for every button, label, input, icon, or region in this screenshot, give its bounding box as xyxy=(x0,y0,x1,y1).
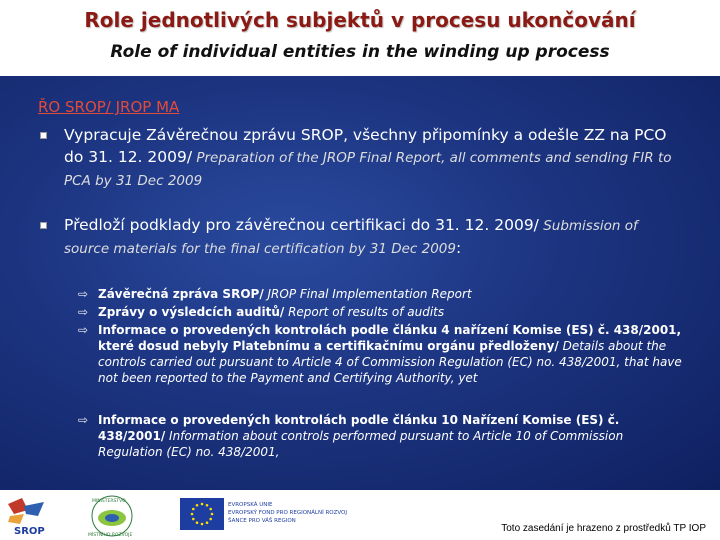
hollow-arrow-icon: ⇨ xyxy=(78,305,89,319)
title-czech: Role jednotlivých subjektů v procesu ukončování xyxy=(84,8,636,32)
ministry-logo-icon xyxy=(62,494,162,538)
bullet-1-text-en: Preparation of the JROP Final Report, all comments and sending FIR to PCA by 31 Dec 2009 xyxy=(64,150,672,189)
content-panel xyxy=(0,76,720,490)
bullet-2-text-cs: Předloží podklady pro závěrečnou certifikaci do 31. 12. 2009/ xyxy=(64,216,539,234)
hollow-arrow-icon: ⇨ xyxy=(78,323,89,337)
bullet-2-text xyxy=(64,214,674,260)
sub-item-3-bold: Informace o provedených kontrolách podle článku 4 nařízení Komise (ES) č. 438/2001, které dosud nebyly Platebnímu a certifikačnímu orgánu předloženy/ xyxy=(98,323,682,353)
sub-item-3 xyxy=(78,322,698,406)
sub-item-3-italic: Details about the controls carried out pursuant to Article 4 of Commission Regulation (EC) no. 438/2001, that have not been reported to the Payment and Certifying Authority, yet xyxy=(98,339,682,385)
ministry-logo-text-top: MINISTERSTVO xyxy=(92,499,126,504)
eu-logo xyxy=(180,498,375,532)
sub-item-1-bold: Závěrečná zpráva SROP/ xyxy=(98,287,264,301)
sub-item-1-italic: JROP Final Implementation Report xyxy=(263,287,472,301)
eu-text xyxy=(228,501,378,525)
sub-item-1 xyxy=(78,286,698,302)
hollow-arrow-icon: ⇨ xyxy=(78,413,89,427)
square-bullet-icon xyxy=(40,222,47,229)
sub-item-2-italic: Report of results of audits xyxy=(284,305,445,319)
header xyxy=(0,0,720,74)
sub-item-4-italic: Information about controls performed pursuant to Article 10 of Commission Regulation (EC) no. 438/2001, xyxy=(98,429,624,459)
bullet-2-text-tail: : xyxy=(455,239,462,257)
ministry-logo-text-bottom: MÍSTNÍHO ROZVOJE xyxy=(88,533,133,538)
srop-logo-text: SROP xyxy=(14,526,45,536)
footer-note: Toto zasedání je hrazeno z prostředků TP IOP xyxy=(501,523,706,534)
footer xyxy=(0,490,720,540)
section-heading: ŘO SROP/ JROP MA xyxy=(38,98,180,116)
sub-item-2 xyxy=(78,304,698,320)
srop-logo-icon xyxy=(4,496,60,536)
eu-text-line-1: EVROPSKÁ UNIE xyxy=(228,502,273,508)
eu-text-line-2: EVROPSKÝ FOND PRO REGIONÁLNÍ ROZVOJ xyxy=(228,510,347,516)
bullet-1-text-cs: Vypracuje Závěrečnou zprávu SROP, všechny připomínky a odešle ZZ na PCO do 31. 12. 2009/ xyxy=(64,126,667,166)
bullet-2-text-en: Submission of source materials for the final certification by 31 Dec 2009 xyxy=(64,218,638,257)
title-english: Role of individual entities in the winding up process xyxy=(110,42,610,62)
hollow-arrow-icon: ⇨ xyxy=(78,287,89,301)
square-bullet-icon xyxy=(40,132,47,139)
bullet-1-text xyxy=(64,124,674,192)
sub-item-4-bold: Informace o provedených kontrolách podle článku 10 Nařízení Komise (ES) č. 438/2001/ xyxy=(98,413,620,443)
sub-item-4 xyxy=(78,412,698,464)
eu-text-line-3: ŠANCE PRO VÁŠ REGION xyxy=(228,518,296,524)
eu-flag-icon xyxy=(180,498,224,530)
sub-item-2-bold: Zprávy o výsledcích auditů/ xyxy=(98,305,285,319)
